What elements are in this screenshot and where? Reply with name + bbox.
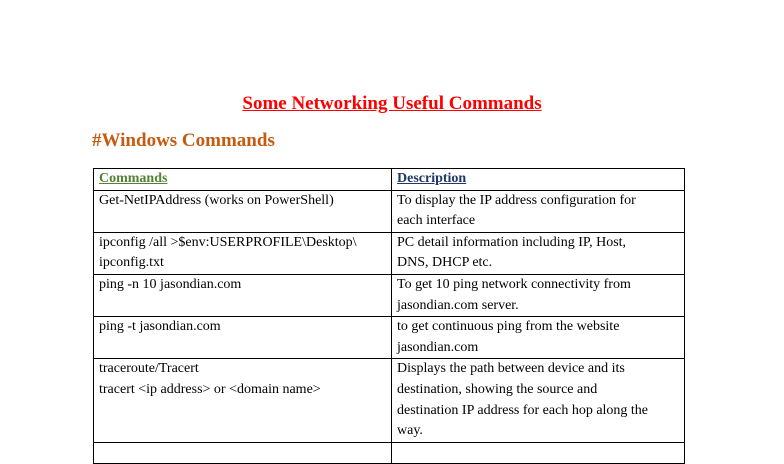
table-row <box>94 359 685 442</box>
table-row <box>94 317 685 359</box>
command-cell <box>94 317 392 359</box>
description-cell <box>392 190 685 232</box>
description-cell <box>392 442 685 464</box>
command-text: ipconfig.txt <box>99 255 164 271</box>
description-text: each interface <box>397 213 476 229</box>
command-cell <box>94 442 392 464</box>
header-cell-commands <box>94 169 392 191</box>
description-cell <box>392 274 685 316</box>
header-cell-description <box>392 169 685 191</box>
table-row-partial <box>94 442 685 464</box>
section-heading: #Windows Commands <box>92 130 275 151</box>
commands-table <box>93 168 685 464</box>
table-row <box>94 232 685 274</box>
command-text: ipconfig /all >$env:USERPROFILE\Desktop\ <box>99 234 357 250</box>
table-row <box>94 274 685 316</box>
table-row <box>94 190 685 232</box>
description-cell <box>392 359 685 442</box>
document-title: Some Networking Useful Commands <box>242 93 542 114</box>
description-text: PC detail information including IP, Host, <box>397 234 627 250</box>
command-text: tracert <ip address> or <domain name> <box>99 381 321 397</box>
description-cell <box>392 232 685 274</box>
command-cell <box>94 232 392 274</box>
description-text: to get continuous ping from the website <box>397 319 620 335</box>
description-text: destination IP address for each hop along the <box>397 402 649 418</box>
description-text: To get 10 ping network connectivity from <box>397 276 631 292</box>
description-text: jasondian.com <box>397 339 479 355</box>
command-cell <box>94 274 392 316</box>
command-text: traceroute/Tracert <box>99 361 199 377</box>
description-text: Displays the path between device and its <box>397 361 625 377</box>
description-text: To display the IP address configuration for <box>397 192 636 208</box>
description-text: way. <box>397 423 423 439</box>
command-cell <box>94 190 392 232</box>
command-text: Get-NetIPAddress (works on PowerShell) <box>99 192 334 208</box>
header-description-label: Description <box>397 171 467 186</box>
description-text: DNS, DHCP etc. <box>397 255 493 271</box>
description-text: jasondian.com server. <box>397 297 519 313</box>
command-text: ping -t jasondian.com <box>99 319 221 335</box>
description-text: destination, showing the source and <box>397 381 598 397</box>
command-text: ping -n 10 jasondian.com <box>99 276 242 292</box>
header-commands-label: Commands <box>99 171 168 186</box>
command-cell <box>94 359 392 442</box>
description-cell <box>392 317 685 359</box>
table-header-row <box>94 169 685 191</box>
